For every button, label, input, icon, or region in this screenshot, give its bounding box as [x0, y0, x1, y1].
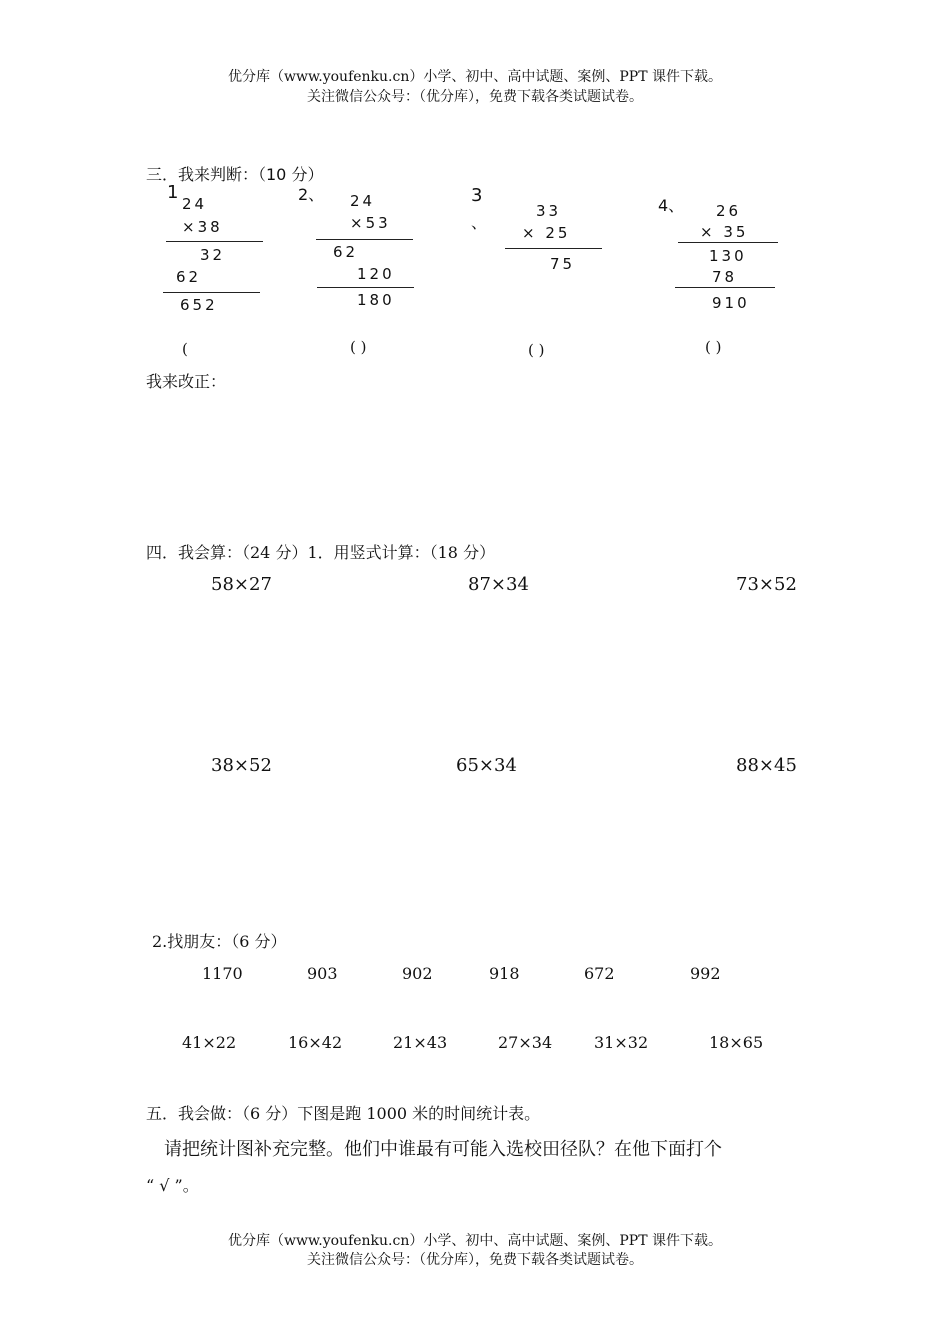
problem-1-partial-2: 62	[176, 268, 202, 286]
friend-number-5[interactable]: 672	[584, 964, 615, 983]
problem-3-number-mark: 、	[471, 213, 488, 232]
problem-3-multiplicand: 33	[536, 202, 562, 220]
problem-2-rule-2	[317, 287, 414, 288]
problem-4-partial-1: 130	[709, 247, 747, 265]
footer-line-2: 关注微信公众号：（优分库），免费下载各类试题试卷。	[307, 1252, 643, 1268]
problem-2-partial-2: 120	[357, 265, 395, 283]
friend-expression-1[interactable]: 41×22	[182, 1033, 237, 1052]
friend-number-2[interactable]: 903	[307, 964, 338, 983]
calc-item-4: 38×52	[211, 755, 272, 776]
section-4-title: 四．我会算：（24 分）1．用竖式计算：（18 分）	[146, 543, 496, 562]
problem-2-answer-blank[interactable]: ( )	[350, 338, 367, 356]
section-5-title: 五．我会做：（6 分）下图是跑 1000 米的时间统计表。	[146, 1104, 541, 1123]
problem-1-number: 1	[167, 182, 179, 203]
problem-2-result: 180	[357, 291, 395, 309]
problem-3-number: 3	[471, 185, 483, 206]
problem-2-rule-1	[316, 239, 413, 240]
problem-3-partial-1: 75	[550, 255, 576, 273]
header-line-2: 关注微信公众号：（优分库），免费下载各类试题试卷。	[307, 89, 643, 105]
friend-number-1[interactable]: 1170	[202, 964, 243, 983]
friend-expression-6[interactable]: 18×65	[709, 1033, 764, 1052]
section-5-checkmark-hint: “ √ ”。	[146, 1176, 199, 1195]
section-5-instruction: 请把统计图补充完整。他们中谁最有可能入选校田径队？在他下面打个	[164, 1139, 722, 1160]
friend-number-4[interactable]: 918	[489, 964, 520, 983]
problem-4-rule-2	[675, 287, 775, 288]
correction-label: 我来改正：	[146, 372, 227, 391]
problem-1-answer-blank[interactable]: (	[182, 340, 188, 358]
problem-4-rule-1	[678, 242, 778, 243]
calc-item-2: 87×34	[468, 574, 529, 595]
friend-number-6[interactable]: 992	[690, 964, 721, 983]
find-friends-title: 2.找朋友：（6 分）	[152, 932, 287, 951]
friend-number-3[interactable]: 902	[402, 964, 433, 983]
problem-1-rule-2	[163, 292, 260, 293]
problem-4-number: 4、	[658, 196, 685, 215]
problem-2-multiplier: ×53	[350, 214, 391, 232]
problem-4-answer-blank[interactable]: ( )	[705, 338, 722, 356]
header-line-1: 优分库（www.youfenku.cn）小学、初中、高中试题、案例、PPT 课件下载。	[227, 69, 722, 85]
problem-1-rule-1	[166, 241, 263, 242]
problem-2-partial-1: 62	[333, 243, 359, 261]
problem-2-number: 2、	[298, 185, 325, 204]
problem-4-multiplier: × 35	[700, 223, 749, 241]
problem-2-multiplicand: 24	[350, 192, 376, 210]
friend-expression-5[interactable]: 31×32	[594, 1033, 649, 1052]
friend-expression-3[interactable]: 21×43	[393, 1033, 448, 1052]
friend-expression-4[interactable]: 27×34	[498, 1033, 553, 1052]
problem-4-partial-2: 78	[712, 268, 738, 286]
problem-4-multiplicand: 26	[716, 202, 742, 220]
problem-3-rule-1	[505, 248, 602, 249]
problem-1-result: 652	[180, 296, 218, 314]
calc-item-6: 88×45	[736, 755, 797, 776]
problem-1-partial-1: 32	[200, 246, 226, 264]
problem-3-answer-blank[interactable]: ( )	[528, 341, 545, 359]
calc-item-1: 58×27	[211, 574, 272, 595]
section-3-title: 三．我来判断：（10 分）	[146, 165, 324, 184]
problem-1-multiplier: ×38	[182, 218, 223, 236]
calc-item-3: 73×52	[736, 574, 797, 595]
problem-1-multiplicand: 24	[182, 195, 208, 213]
friend-expression-2[interactable]: 16×42	[288, 1033, 343, 1052]
problem-3-multiplier: × 25	[522, 224, 571, 242]
calc-item-5: 65×34	[456, 755, 517, 776]
problem-4-result: 910	[712, 294, 750, 312]
footer-line-1: 优分库（www.youfenku.cn）小学、初中、高中试题、案例、PPT 课件下载。	[227, 1233, 722, 1249]
